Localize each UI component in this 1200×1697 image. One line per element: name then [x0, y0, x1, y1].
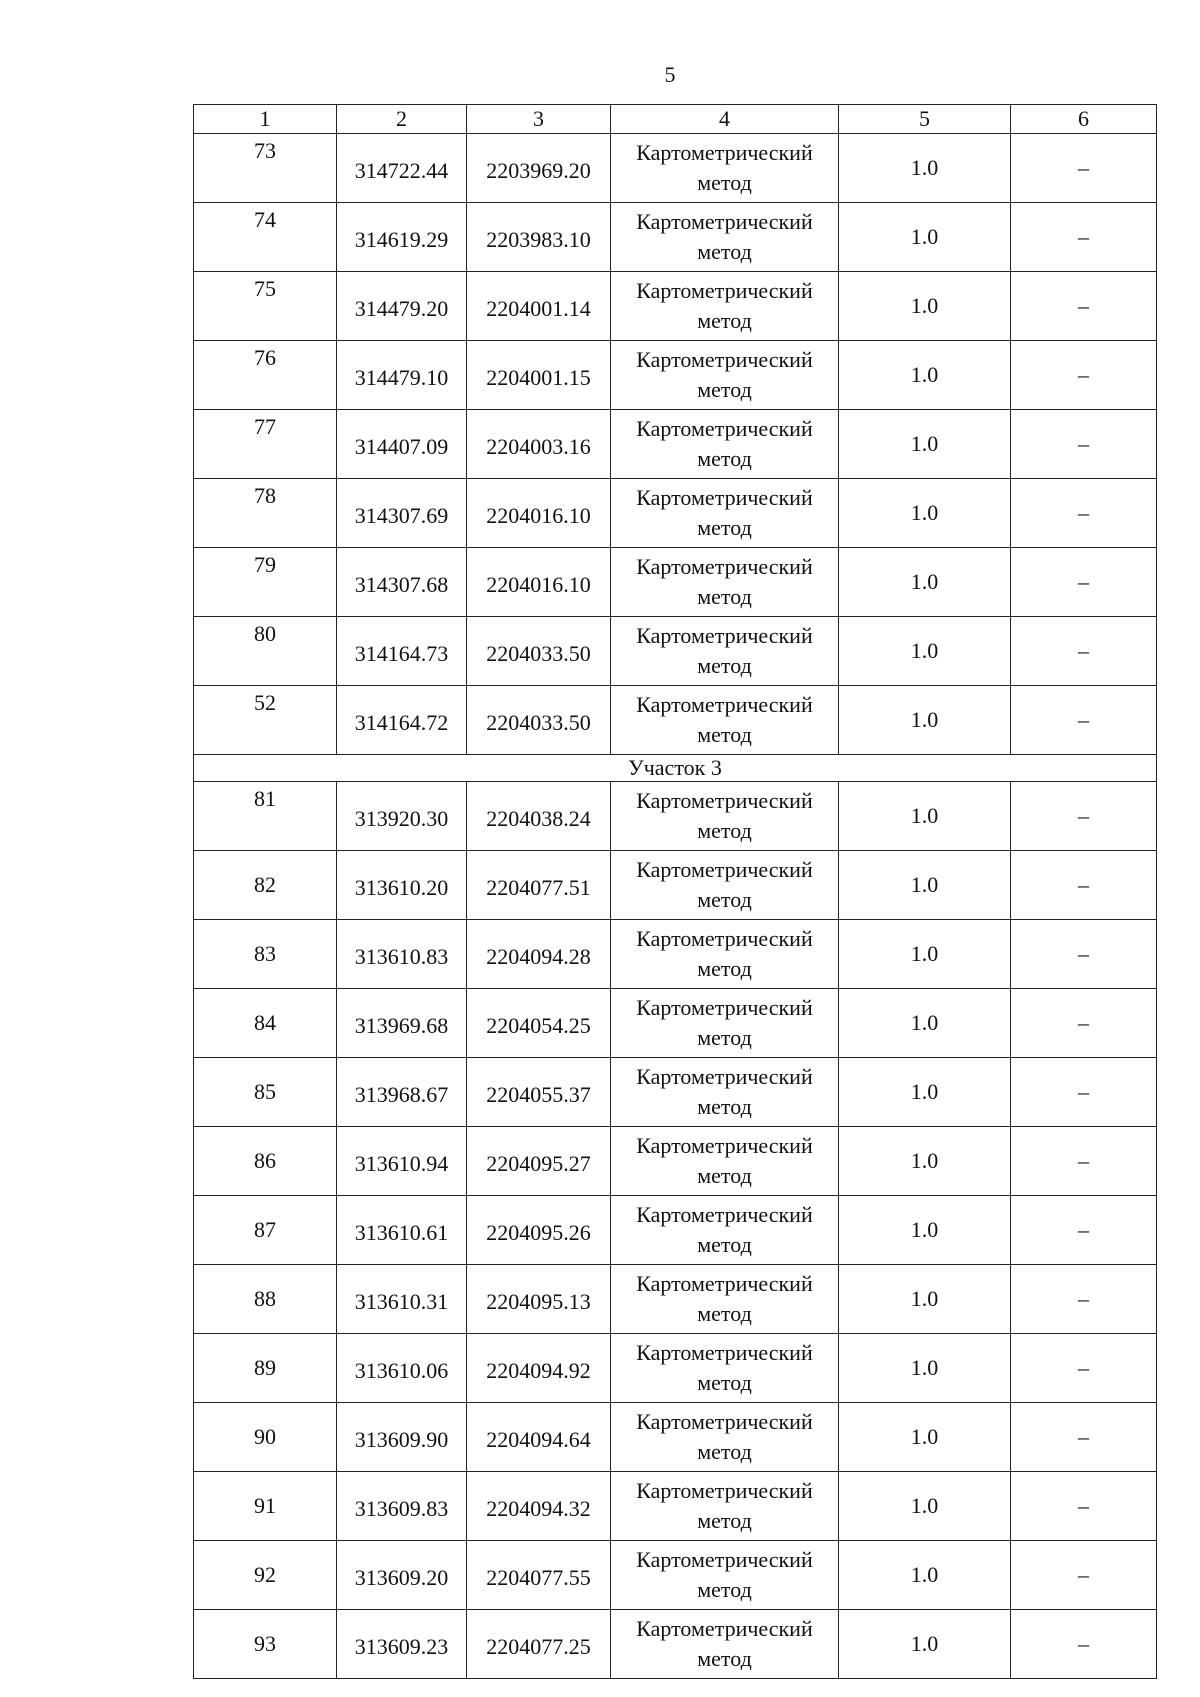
- point-number-cell: 90: [194, 1403, 337, 1472]
- y-coordinate-cell: 2204001.14: [467, 272, 611, 341]
- note-cell: –: [1011, 203, 1157, 272]
- method-line-2: метод: [697, 1025, 752, 1050]
- accuracy-cell: 1.0: [839, 341, 1011, 410]
- method-line-1: Картометрический: [636, 1409, 813, 1434]
- note-cell: –: [1011, 920, 1157, 989]
- method-cell: [611, 686, 839, 755]
- accuracy-cell: 1.0: [839, 134, 1011, 203]
- method-cell: [611, 782, 839, 851]
- table-row: [194, 1334, 1157, 1403]
- table-row: [194, 1127, 1157, 1196]
- table-row: [194, 920, 1157, 989]
- point-number-cell: 91: [194, 1472, 337, 1541]
- table-body: [194, 134, 1157, 1679]
- method-line-1: Картометрический: [636, 995, 813, 1020]
- x-coordinate-cell: 314164.73: [337, 617, 467, 686]
- accuracy-cell: 1.0: [839, 1265, 1011, 1334]
- method-line-2: метод: [697, 308, 752, 333]
- method-line-1: Картометрический: [636, 1064, 813, 1089]
- accuracy-cell: 1.0: [839, 479, 1011, 548]
- point-number-cell: 88: [194, 1265, 337, 1334]
- method-line-2: метод: [697, 818, 752, 843]
- method-cell: [611, 272, 839, 341]
- method-cell: [611, 410, 839, 479]
- page-number: 5: [664, 62, 676, 87]
- table-header: [194, 105, 1157, 134]
- point-number-cell: 84: [194, 989, 337, 1058]
- point-number-cell: 86: [194, 1127, 337, 1196]
- accuracy-cell: 1.0: [839, 1472, 1011, 1541]
- coordinates-table: [193, 104, 1157, 1679]
- note-cell: –: [1011, 1058, 1157, 1127]
- accuracy-cell: 1.0: [839, 1127, 1011, 1196]
- method-line-2: метод: [697, 1508, 752, 1533]
- table-row: [194, 203, 1157, 272]
- x-coordinate-cell: 313610.31: [337, 1265, 467, 1334]
- point-number-cell: 85: [194, 1058, 337, 1127]
- method-line-2: метод: [697, 1577, 752, 1602]
- column-header-3: 3: [467, 105, 611, 134]
- method-line-1: Картометрический: [636, 1271, 813, 1296]
- method-line-2: метод: [697, 446, 752, 471]
- y-coordinate-cell: 2204038.24: [467, 782, 611, 851]
- accuracy-cell: 1.0: [839, 1196, 1011, 1265]
- table-row: [194, 782, 1157, 851]
- method-line-2: метод: [697, 1370, 752, 1395]
- point-number-cell: 73: [194, 134, 337, 203]
- method-line-1: Картометрический: [636, 623, 813, 648]
- table-row: [194, 1058, 1157, 1127]
- y-coordinate-cell: 2204033.50: [467, 617, 611, 686]
- y-coordinate-cell: 2204077.55: [467, 1541, 611, 1610]
- table-row: [194, 548, 1157, 617]
- accuracy-cell: 1.0: [839, 1334, 1011, 1403]
- method-cell: [611, 134, 839, 203]
- method-cell: [611, 203, 839, 272]
- note-cell: –: [1011, 1265, 1157, 1334]
- y-coordinate-cell: 2204033.50: [467, 686, 611, 755]
- note-cell: –: [1011, 989, 1157, 1058]
- y-coordinate-cell: 2204054.25: [467, 989, 611, 1058]
- method-line-1: Картометрический: [636, 1133, 813, 1158]
- method-line-1: Картометрический: [636, 1616, 813, 1641]
- method-line-1: Картометрический: [636, 926, 813, 951]
- header-row: [194, 105, 1157, 134]
- x-coordinate-cell: 313968.67: [337, 1058, 467, 1127]
- method-line-2: метод: [697, 1163, 752, 1188]
- y-coordinate-cell: 2204094.64: [467, 1403, 611, 1472]
- y-coordinate-cell: 2204095.26: [467, 1196, 611, 1265]
- method-line-1: Картометрический: [636, 140, 813, 165]
- accuracy-cell: 1.0: [839, 548, 1011, 617]
- method-cell: [611, 1334, 839, 1403]
- method-line-1: Картометрический: [636, 347, 813, 372]
- column-header-1: 1: [194, 105, 337, 134]
- x-coordinate-cell: 314164.72: [337, 686, 467, 755]
- note-cell: –: [1011, 782, 1157, 851]
- x-coordinate-cell: 314722.44: [337, 134, 467, 203]
- accuracy-cell: 1.0: [839, 1541, 1011, 1610]
- method-cell: [611, 989, 839, 1058]
- table-row: [194, 479, 1157, 548]
- note-cell: –: [1011, 1541, 1157, 1610]
- x-coordinate-cell: 313610.20: [337, 851, 467, 920]
- x-coordinate-cell: 314307.69: [337, 479, 467, 548]
- table-row: [194, 1196, 1157, 1265]
- method-cell: [611, 341, 839, 410]
- table-row: [194, 341, 1157, 410]
- x-coordinate-cell: 313609.90: [337, 1403, 467, 1472]
- y-coordinate-cell: 2204094.28: [467, 920, 611, 989]
- method-line-2: метод: [697, 239, 752, 264]
- method-line-1: Картометрический: [636, 857, 813, 882]
- table-row: [194, 134, 1157, 203]
- x-coordinate-cell: 313610.61: [337, 1196, 467, 1265]
- note-cell: –: [1011, 1472, 1157, 1541]
- x-coordinate-cell: 314479.10: [337, 341, 467, 410]
- method-cell: [611, 617, 839, 686]
- accuracy-cell: 1.0: [839, 851, 1011, 920]
- table-row: [194, 686, 1157, 755]
- note-cell: –: [1011, 479, 1157, 548]
- method-line-1: Картометрический: [636, 554, 813, 579]
- table-row: [194, 1472, 1157, 1541]
- x-coordinate-cell: 314619.29: [337, 203, 467, 272]
- point-number-cell: 52: [194, 686, 337, 755]
- method-line-1: Картометрический: [636, 416, 813, 441]
- method-cell: [611, 1403, 839, 1472]
- note-cell: –: [1011, 134, 1157, 203]
- note-cell: –: [1011, 1610, 1157, 1679]
- method-line-2: метод: [697, 1646, 752, 1671]
- note-cell: –: [1011, 1334, 1157, 1403]
- table-row: [194, 1403, 1157, 1472]
- x-coordinate-cell: 313969.68: [337, 989, 467, 1058]
- y-coordinate-cell: 2204016.10: [467, 548, 611, 617]
- method-line-1: Картометрический: [636, 209, 813, 234]
- accuracy-cell: 1.0: [839, 989, 1011, 1058]
- note-cell: –: [1011, 341, 1157, 410]
- y-coordinate-cell: 2204077.51: [467, 851, 611, 920]
- y-coordinate-cell: 2204095.27: [467, 1127, 611, 1196]
- point-number-cell: 92: [194, 1541, 337, 1610]
- accuracy-cell: 1.0: [839, 617, 1011, 686]
- x-coordinate-cell: 313610.06: [337, 1334, 467, 1403]
- method-line-1: Картометрический: [636, 1202, 813, 1227]
- y-coordinate-cell: 2203983.10: [467, 203, 611, 272]
- accuracy-cell: 1.0: [839, 1610, 1011, 1679]
- column-header-6: 6: [1011, 105, 1157, 134]
- accuracy-cell: 1.0: [839, 782, 1011, 851]
- point-number-cell: 75: [194, 272, 337, 341]
- note-cell: –: [1011, 272, 1157, 341]
- note-cell: –: [1011, 686, 1157, 755]
- x-coordinate-cell: 313609.23: [337, 1610, 467, 1679]
- note-cell: –: [1011, 548, 1157, 617]
- table-row: [194, 410, 1157, 479]
- method-line-2: метод: [697, 377, 752, 402]
- method-line-2: метод: [697, 1094, 752, 1119]
- method-cell: [611, 1058, 839, 1127]
- method-line-2: метод: [697, 1301, 752, 1326]
- point-number-cell: 76: [194, 341, 337, 410]
- table-row: [194, 1265, 1157, 1334]
- method-line-2: метод: [697, 1232, 752, 1257]
- method-line-2: метод: [697, 1439, 752, 1464]
- note-cell: –: [1011, 851, 1157, 920]
- method-cell: [611, 1541, 839, 1610]
- accuracy-cell: 1.0: [839, 920, 1011, 989]
- column-header-4: 4: [611, 105, 839, 134]
- method-line-1: Картометрический: [636, 788, 813, 813]
- point-number-cell: 74: [194, 203, 337, 272]
- method-cell: [611, 479, 839, 548]
- method-line-1: Картометрический: [636, 1478, 813, 1503]
- section-title-row: [194, 755, 1157, 782]
- method-cell: [611, 851, 839, 920]
- y-coordinate-cell: 2204077.25: [467, 1610, 611, 1679]
- method-line-1: Картометрический: [636, 1340, 813, 1365]
- column-header-2: 2: [337, 105, 467, 134]
- y-coordinate-cell: 2204016.10: [467, 479, 611, 548]
- y-coordinate-cell: 2204003.16: [467, 410, 611, 479]
- y-coordinate-cell: 2204094.92: [467, 1334, 611, 1403]
- accuracy-cell: 1.0: [839, 272, 1011, 341]
- accuracy-cell: 1.0: [839, 203, 1011, 272]
- method-line-1: Картометрический: [636, 692, 813, 717]
- x-coordinate-cell: 313920.30: [337, 782, 467, 851]
- table-row: [194, 272, 1157, 341]
- method-cell: [611, 1127, 839, 1196]
- method-cell: [611, 1196, 839, 1265]
- point-number-cell: 80: [194, 617, 337, 686]
- point-number-cell: 93: [194, 1610, 337, 1679]
- method-line-1: Картометрический: [636, 485, 813, 510]
- method-line-2: метод: [697, 515, 752, 540]
- section-title: Участок 3: [194, 755, 1157, 782]
- note-cell: –: [1011, 1196, 1157, 1265]
- method-line-2: метод: [697, 722, 752, 747]
- method-line-2: метод: [697, 956, 752, 981]
- note-cell: –: [1011, 1403, 1157, 1472]
- point-number-cell: 83: [194, 920, 337, 989]
- note-cell: –: [1011, 617, 1157, 686]
- accuracy-cell: 1.0: [839, 686, 1011, 755]
- method-line-2: метод: [697, 584, 752, 609]
- note-cell: –: [1011, 1127, 1157, 1196]
- method-line-1: Картометрический: [636, 278, 813, 303]
- table-row: [194, 989, 1157, 1058]
- method-cell: [611, 920, 839, 989]
- y-coordinate-cell: 2203969.20: [467, 134, 611, 203]
- point-number-cell: 79: [194, 548, 337, 617]
- y-coordinate-cell: 2204055.37: [467, 1058, 611, 1127]
- note-cell: –: [1011, 410, 1157, 479]
- x-coordinate-cell: 313609.83: [337, 1472, 467, 1541]
- method-cell: [611, 548, 839, 617]
- x-coordinate-cell: 313610.83: [337, 920, 467, 989]
- x-coordinate-cell: 313609.20: [337, 1541, 467, 1610]
- point-number-cell: 81: [194, 782, 337, 851]
- accuracy-cell: 1.0: [839, 410, 1011, 479]
- x-coordinate-cell: 314479.20: [337, 272, 467, 341]
- method-line-2: метод: [697, 887, 752, 912]
- method-line-1: Картометрический: [636, 1547, 813, 1572]
- y-coordinate-cell: 2204095.13: [467, 1265, 611, 1334]
- x-coordinate-cell: 314407.09: [337, 410, 467, 479]
- method-line-2: метод: [697, 170, 752, 195]
- method-line-2: метод: [697, 653, 752, 678]
- method-cell: [611, 1265, 839, 1334]
- method-cell: [611, 1472, 839, 1541]
- accuracy-cell: 1.0: [839, 1403, 1011, 1472]
- point-number-cell: 82: [194, 851, 337, 920]
- table-row: [194, 1610, 1157, 1679]
- table-row: [194, 1541, 1157, 1610]
- table-row: [194, 851, 1157, 920]
- point-number-cell: 77: [194, 410, 337, 479]
- table-row: [194, 617, 1157, 686]
- point-number-cell: 87: [194, 1196, 337, 1265]
- y-coordinate-cell: 2204001.15: [467, 341, 611, 410]
- point-number-cell: 78: [194, 479, 337, 548]
- y-coordinate-cell: 2204094.32: [467, 1472, 611, 1541]
- method-cell: [611, 1610, 839, 1679]
- x-coordinate-cell: 313610.94: [337, 1127, 467, 1196]
- column-header-5: 5: [839, 105, 1011, 134]
- x-coordinate-cell: 314307.68: [337, 548, 467, 617]
- accuracy-cell: 1.0: [839, 1058, 1011, 1127]
- point-number-cell: 89: [194, 1334, 337, 1403]
